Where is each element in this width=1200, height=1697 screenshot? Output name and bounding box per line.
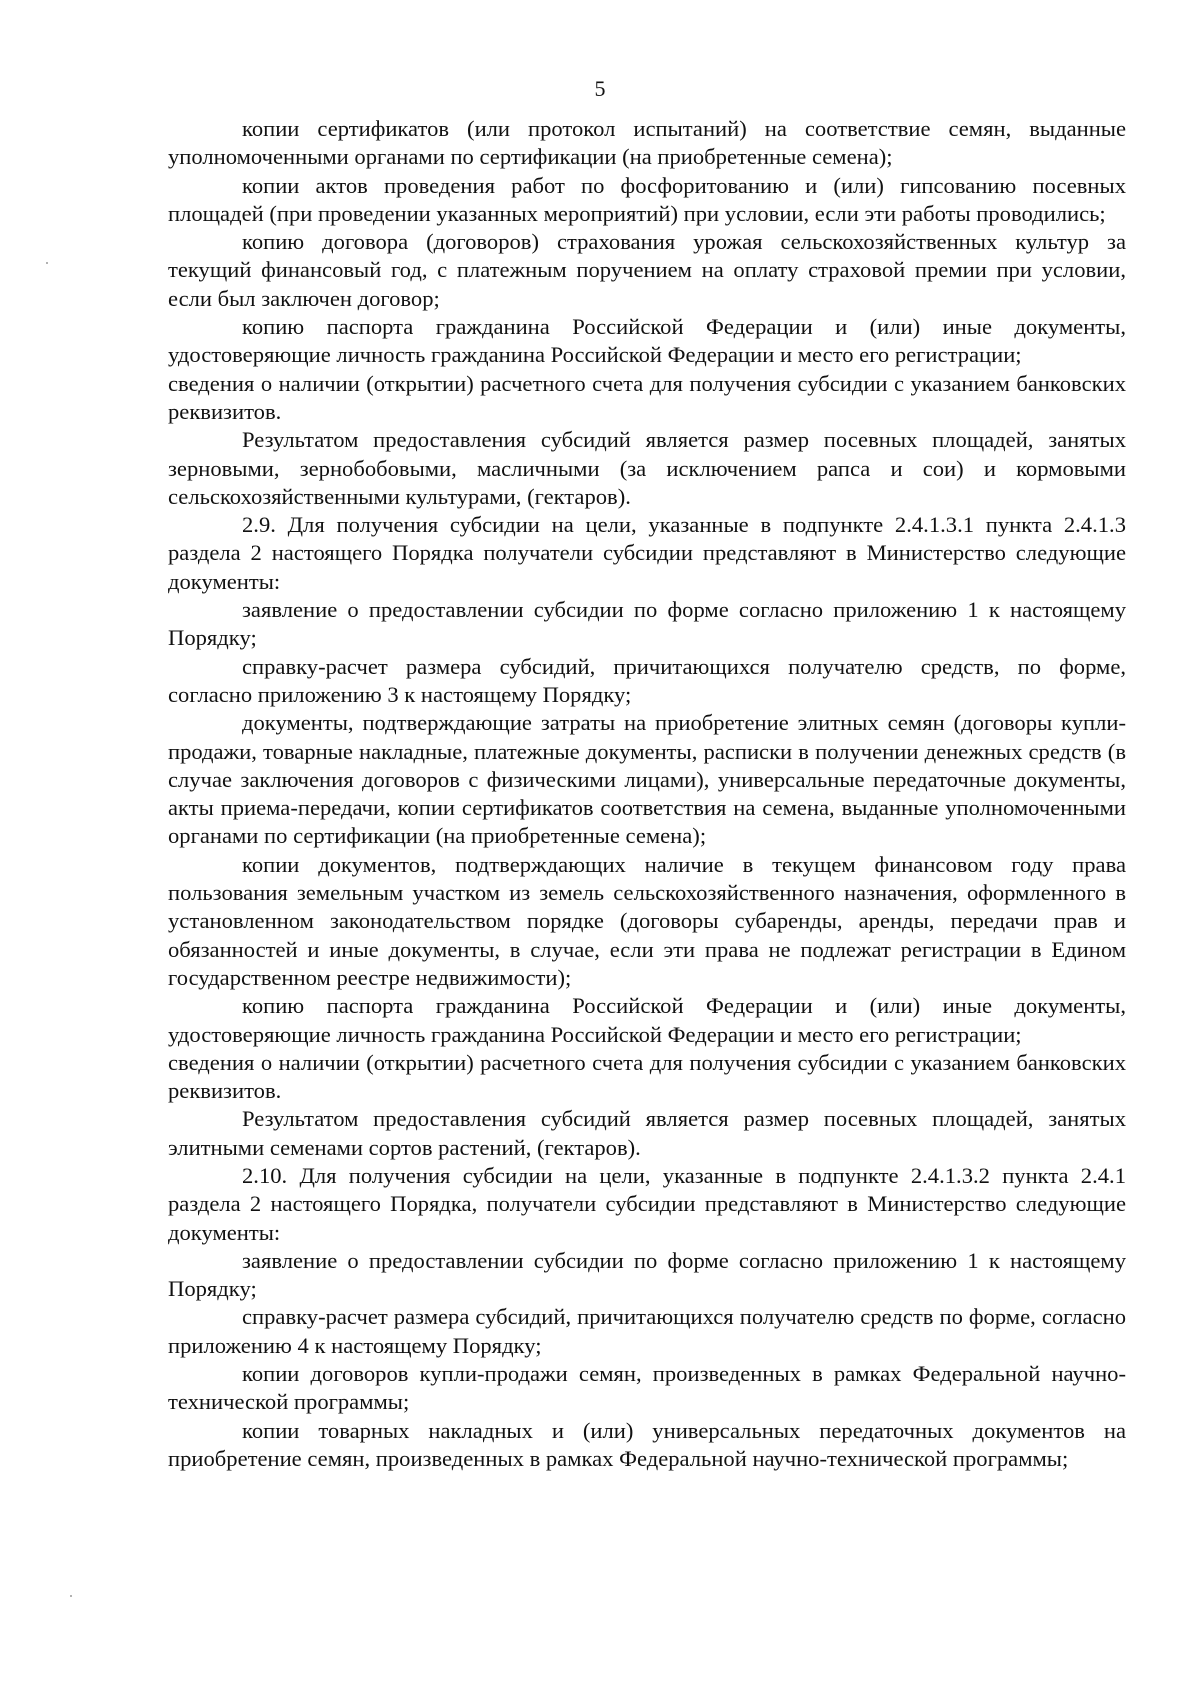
paragraph-calculation-note: справку-расчет размера субсидий, причитающихся получателю средств, по форме, согласно приложению 3 к настоящему Порядку; <box>168 653 1126 707</box>
page-number: 5 <box>594 76 606 101</box>
paragraph-land-use-rights: копии документов, подтверждающих наличие в текущем финансовом году права пользования земельным участком из земель сельскохозяйственного назначения, оформленного в установленном законодательством порядке (договоры субаренды, аренды, передачи прав и обязанностей и иные документы, в случае, если эти права не подлежат регистрации в Едином государственном реестре недвижимости); <box>168 851 1126 990</box>
paragraph-waybills: копии товарных накладных и (или) универсальных передаточных документов на приобретение семян, произведенных в рамках Федеральной научно-технической программы; <box>168 1417 1126 1471</box>
paragraph-application-form: заявление о предоставлении субсидии по форме согласно приложению 1 к настоящему Порядку; <box>168 597 1126 651</box>
paragraph-bank-account-2: сведения о наличии (открытии) расчетного счета для получения субсидии с указанием банковских реквизитов. <box>168 1049 1126 1104</box>
paragraph-seed-certificates: копии сертификатов (или протокол испытаний) на соответствие семян, выданные уполномоченными органами по сертификации (на приобретенные семена); <box>168 116 1126 170</box>
paragraph-section-2-9: 2.9. Для получения субсидии на цели, указанные в подпункте 2.4.1.3.1 пункта 2.4.1.3 раздела 2 настоящего Порядка получатели субсидии представляют в Министерство следующие документы: <box>168 512 1126 594</box>
paragraph-result-crops: Результатом предоставления субсидий является размер посевных площадей, занятых зерновыми, зернобобовыми, масличными (за исключением рапса и сои) и кормовыми сельскохозяйственными культурами, (гектаров). <box>168 427 1126 509</box>
document-body <box>168 115 1126 1473</box>
scan-speck <box>70 1595 72 1597</box>
paragraph-sale-contracts: копии договоров купли-продажи семян, произведенных в рамках Федеральной научно-технической программы; <box>168 1361 1126 1415</box>
paragraph-phosphoritization-acts: копии актов проведения работ по фосфоритованию и (или) гипсованию посевных площадей (при проведении указанных мероприятий) при условии, если эти работы проводились; <box>168 172 1126 226</box>
paragraph-section-2-10: 2.10. Для получения субсидии на цели, указанные в подпункте 2.4.1.3.2 пункта 2.4.1 раздела 2 настоящего Порядка, получатели субсидии представляют в Министерство следующие документы: <box>168 1162 1126 1245</box>
paragraph-elite-seed-costs: документы, подтверждающие затраты на приобретение элитных семян (договоры купли-продажи, товарные накладные, платежные документы, расписки в получении денежных средств (в случае заключения договоров с физическими лицами), универсальные передаточные документы, акты приема-передачи, копии сертификатов соответствия на семена, выданные уполномоченными органами по сертификации (на приобретенные семена); <box>168 710 1126 849</box>
paragraph-passport-copy-2: копию паспорта гражданина Российской Федерации и (или) иные документы, удостоверяющие личность гражданина Российской Федерации и место его регистрации; <box>168 993 1126 1047</box>
scan-speck <box>46 262 48 264</box>
paragraph-insurance-contract: копию договора (договоров) страхования урожая сельскохозяйственных культур за текущий финансовый год, с платежным поручением на оплату страховой премии при условии, если был заключен договор; <box>168 229 1126 311</box>
paragraph-result-elite-seeds: Результатом предоставления субсидий является размер посевных площадей, занятых элитными семенами сортов растений, (гектаров). <box>168 1106 1126 1160</box>
paragraph-bank-account: сведения о наличии (открытии) расчетного счета для получения субсидии с указанием банковских реквизитов. <box>168 370 1126 424</box>
paragraph-calculation-note-2: справку-расчет размера субсидий, причитающихся получателю средств по форме, согласно приложению 4 к настоящему Порядку; <box>168 1304 1126 1358</box>
paragraph-application-form-2: заявление о предоставлении субсидии по форме согласно приложению 1 к настоящему Порядку; <box>168 1247 1126 1302</box>
paragraph-passport-copy: копию паспорта гражданина Российской Федерации и (или) иные документы, удостоверяющие личность гражданина Российской Федерации и место его регистрации; <box>168 314 1126 368</box>
